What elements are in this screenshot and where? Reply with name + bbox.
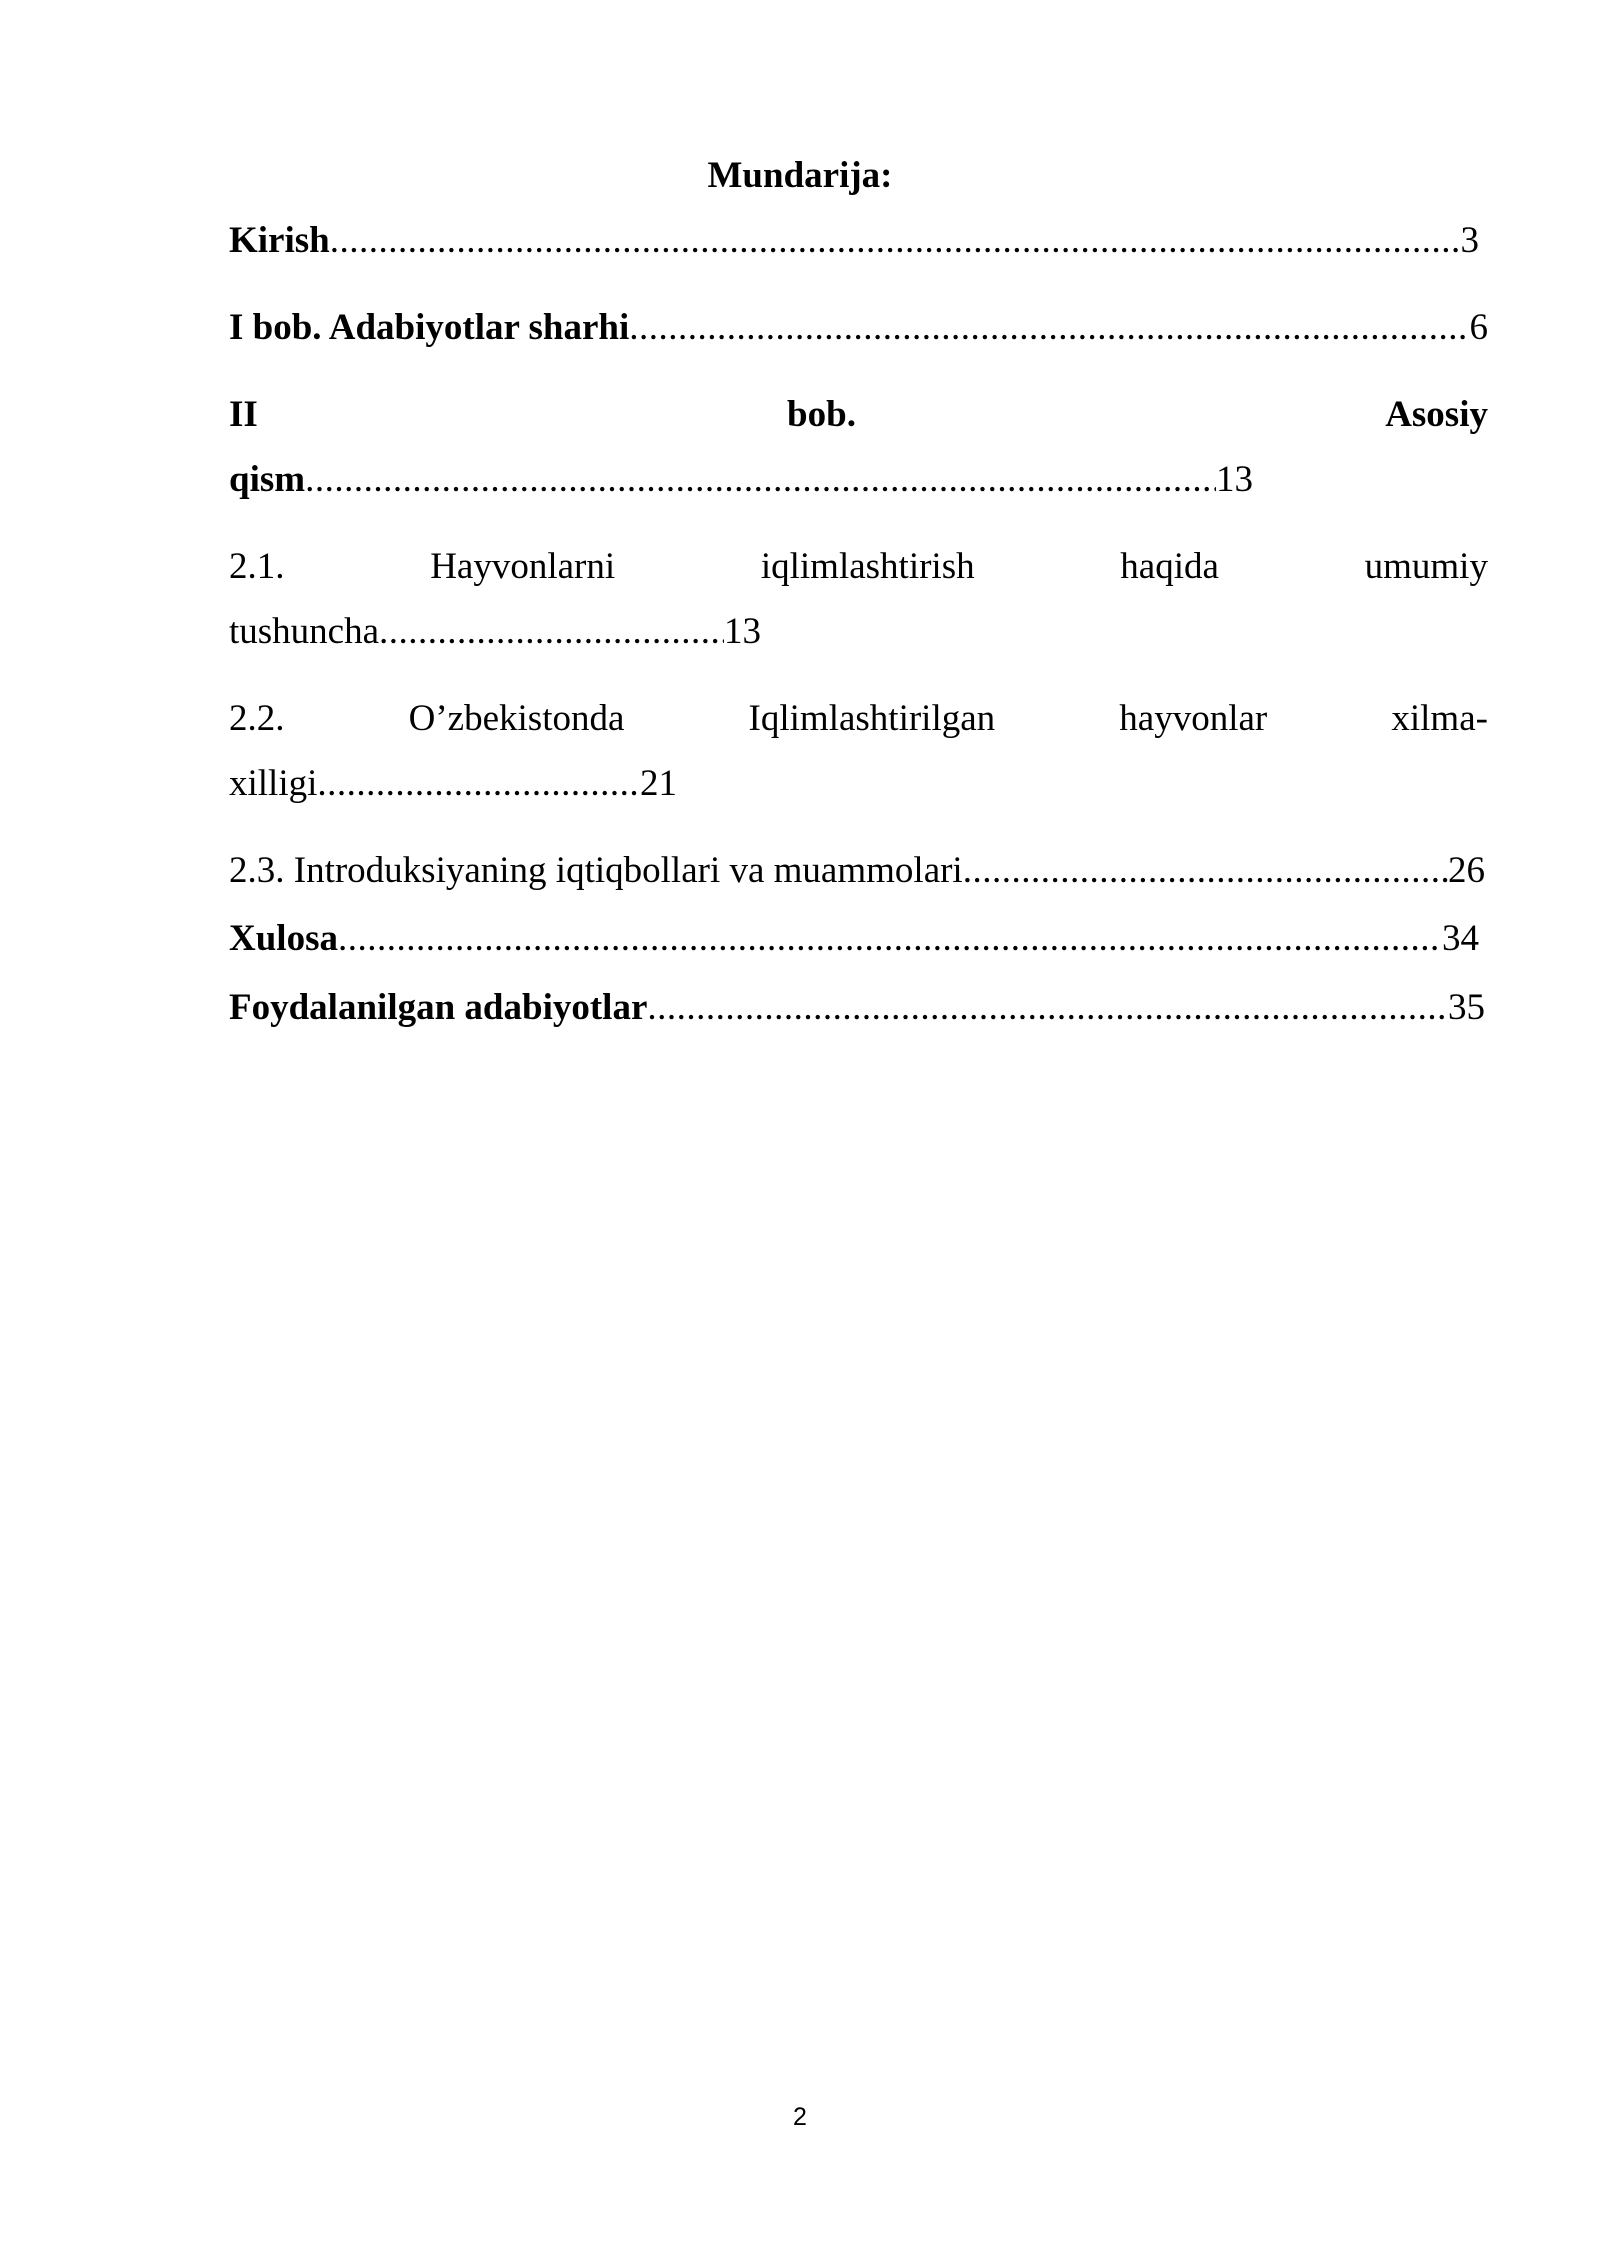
toc-entry-adabiyotlar	[229, 984, 1485, 1032]
toc-entry-2-2-line-2	[229, 760, 677, 808]
toc-word: haqida	[1120, 546, 1219, 587]
dot-leader	[963, 847, 1448, 895]
dot-leader	[647, 984, 1448, 1032]
toc-entry-2-1-line-2	[229, 608, 761, 656]
toc-entry-label: Foydalanilgan adabiyotlar	[229, 987, 648, 1028]
toc-page-number: 3	[1460, 220, 1479, 261]
toc-entry-kirish	[229, 217, 1479, 265]
toc-word: hayvonlar	[1119, 698, 1268, 739]
toc-word: umumiy	[1364, 546, 1488, 587]
toc-entry-label: xilligi	[229, 763, 318, 804]
toc-entry-2-3	[229, 847, 1485, 895]
toc-word: 2.1.	[229, 546, 285, 587]
page-number: 2	[793, 2103, 807, 2131]
toc-entry-bob-1	[229, 304, 1488, 352]
toc-entry-2-1-line-1	[229, 543, 1488, 591]
toc-page-number: 21	[640, 763, 677, 804]
toc-entry-label: tushuncha	[229, 611, 380, 652]
toc-entry-label: Kirish	[229, 220, 330, 261]
dot-leader	[338, 915, 1442, 963]
toc-word: II	[229, 394, 258, 435]
toc-entry-xulosa	[229, 915, 1479, 963]
toc-entry-label: 2.3. Introduksiyaning iqtiqbollari va muammolari	[229, 850, 963, 891]
dot-leader	[629, 304, 1469, 352]
dot-leader	[317, 760, 640, 808]
toc-page-number: 13	[724, 611, 761, 652]
toc-word: bob.	[787, 394, 856, 435]
toc-word: O’zbekistonda	[408, 698, 625, 739]
toc-page-number: 26	[1448, 850, 1485, 891]
toc-page-number: 34	[1442, 918, 1479, 959]
toc-entry-label: Xulosa	[229, 918, 338, 959]
toc-word: iqlimlashtirish	[760, 546, 975, 587]
toc-entry-2-2-line-1	[229, 695, 1488, 743]
toc-word: Asosiy	[1385, 394, 1488, 435]
toc-page-number: 13	[1216, 459, 1253, 500]
toc-word: 2.2.	[229, 698, 285, 739]
toc-word: Iqlimlashtirilgan	[748, 698, 996, 739]
toc-page-number: 6	[1469, 307, 1488, 348]
toc-entry-bob-2-line-1	[229, 391, 1488, 439]
toc-word: Hayvonlarni	[430, 546, 616, 587]
toc-word: xilma-	[1391, 698, 1488, 739]
toc-entry-bob-2-line-2	[229, 456, 1253, 504]
dot-leader	[379, 608, 724, 656]
dot-leader	[330, 217, 1461, 265]
toc-page-number: 35	[1448, 987, 1485, 1028]
toc-entry-label: qism	[229, 459, 306, 500]
page-title: Mundarija:	[707, 155, 893, 196]
dot-leader	[305, 456, 1216, 504]
toc-entry-label: I bob. Adabiyotlar sharhi	[229, 307, 630, 348]
